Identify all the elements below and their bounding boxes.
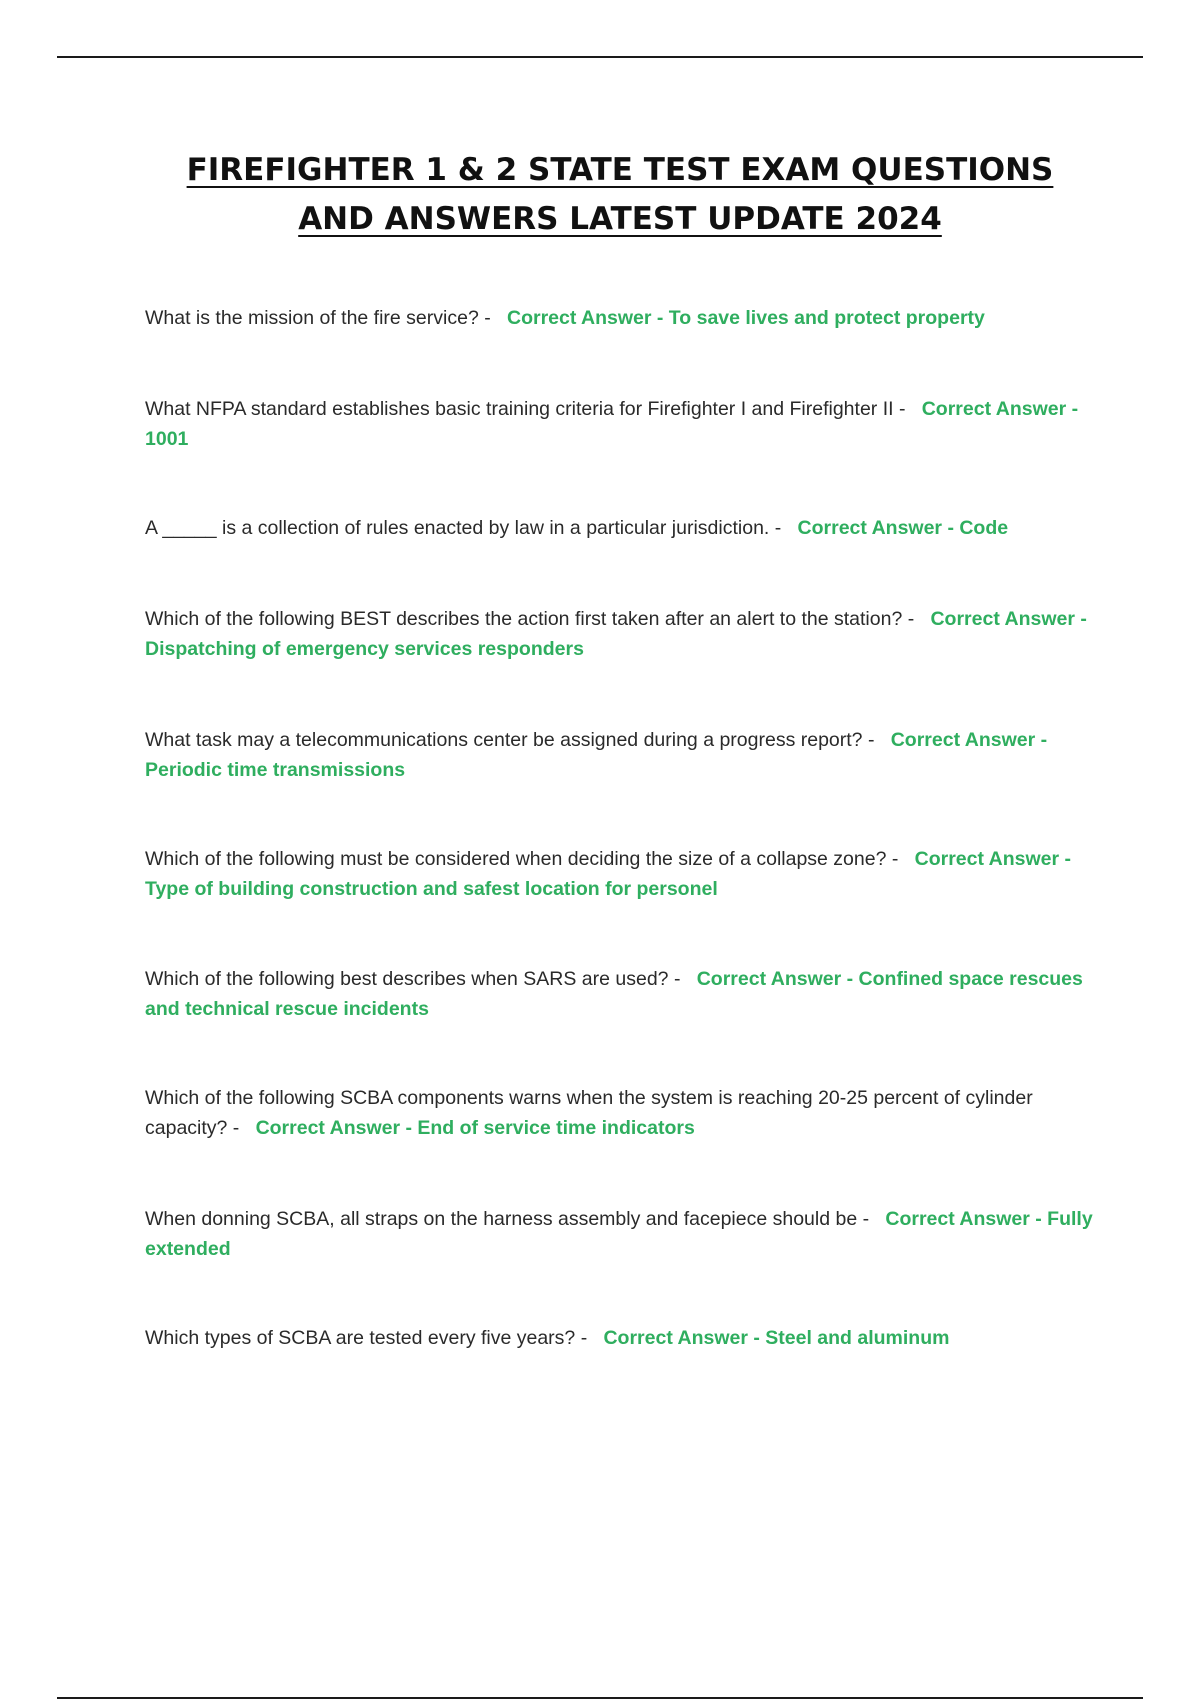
answer-text: Correct Answer - Steel and aluminum (603, 1327, 950, 1349)
answer-text: Correct Answer - End of service time indicators (255, 1117, 695, 1139)
bottom-rule (57, 1697, 1143, 1699)
qa-item (145, 604, 1095, 664)
answer-text: Correct Answer - 1001 (145, 398, 1079, 450)
qa-item (145, 1204, 1095, 1264)
top-rule (57, 56, 1143, 58)
question-text: What NFPA standard establishes basic training criteria for Firefighter I and Firefighter II - (145, 398, 906, 420)
document-title (100, 146, 1140, 244)
qa-item (145, 1323, 1095, 1353)
question-text: Which types of SCBA are tested every five years? - (145, 1327, 588, 1349)
qa-item (145, 964, 1095, 1024)
qa-item (145, 513, 1095, 543)
answer-text: Correct Answer - Fully extended (145, 1208, 1093, 1260)
qa-item (145, 394, 1095, 454)
answer-text: Correct Answer - Dispatching of emergency services responders (145, 608, 1087, 660)
answer-text: Correct Answer - Type of building construction and safest location for personel (145, 848, 1072, 900)
title-line-2: AND ANSWERS LATEST UPDATE 2024 (298, 201, 942, 237)
question-text: Which of the following best describes when SARS are used? - (145, 968, 681, 990)
qa-item (145, 1083, 1095, 1143)
answer-text: Correct Answer - Code (797, 517, 1009, 539)
question-text: A _____ is a collection of rules enacted by law in a particular jurisdiction. - (145, 517, 782, 539)
question-text: Which of the following BEST describes the action first taken after an alert to the station? - (145, 608, 915, 630)
question-text: Which of the following must be considered when deciding the size of a collapse zone? - (145, 848, 899, 870)
answer-text: Correct Answer - To save lives and protect property (506, 307, 985, 329)
qa-item (145, 844, 1095, 904)
question-text: Which of the following SCBA components warns when the system is reaching 20-25 percent of cylinder capacity? - (145, 1087, 1033, 1139)
question-text: What task may a telecommunications center be assigned during a progress report? - (145, 729, 875, 751)
answer-text: Correct Answer - Confined space rescues and technical rescue incidents (145, 968, 1083, 1020)
question-text: What is the mission of the fire service? - (145, 307, 491, 329)
question-text: When donning SCBA, all straps on the harness assembly and facepiece should be - (145, 1208, 870, 1230)
qa-item (145, 725, 1095, 785)
title-line-1: FIREFIGHTER 1 & 2 STATE TEST EXAM QUESTIONS (186, 152, 1054, 188)
answer-text: Correct Answer - Periodic time transmissions (145, 729, 1048, 781)
qa-item (145, 303, 1095, 333)
